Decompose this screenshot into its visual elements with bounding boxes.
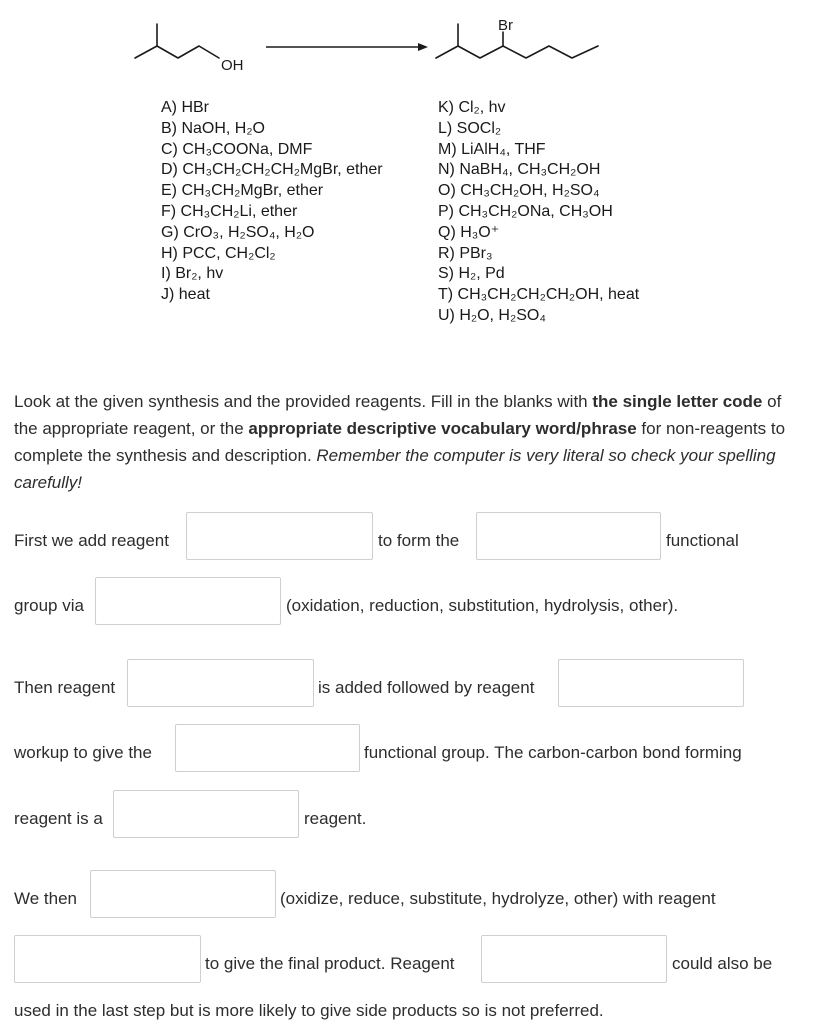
label-reagent-is-a: reagent is a [14, 809, 103, 828]
label-to-form-the: to form the [378, 531, 460, 550]
blank-reagent-5[interactable] [481, 935, 667, 983]
blank-reagent-2[interactable] [127, 659, 314, 707]
reagent-l: L) SOCl₂ [438, 119, 502, 137]
reagent-b: B) NaOH, H₂O [161, 119, 265, 137]
reagent-d: D) CH₃CH₂CH₂CH₂MgBr, ether [161, 161, 383, 179]
label-then-reagent: Then reagent [14, 678, 116, 697]
reactant-oh-label: OH [221, 57, 244, 74]
reagent-c: C) CH₃COONa, DMF [161, 140, 313, 158]
instructions [14, 388, 804, 496]
instructions-part1: Look at the given synthesis and the provided reagents. Fill in the blanks with [14, 392, 593, 411]
reagent-e: E) CH₃CH₂MgBr, ether [161, 182, 324, 200]
reagent-m: M) LiAlH₄, THF [438, 140, 546, 158]
reagent-list-right [438, 98, 639, 327]
blank-reagent-3[interactable] [558, 659, 744, 707]
reagent-list-left [161, 98, 383, 306]
blank-process-1[interactable] [95, 577, 281, 625]
blank-reagent-4[interactable] [14, 935, 201, 983]
label-functional-group-cc: functional group. The carbon-carbon bond forming [364, 743, 742, 762]
reagent-j: J) heat [161, 286, 210, 304]
label-functional: functional [666, 531, 739, 550]
blank-reagent-1[interactable] [186, 512, 373, 560]
reagent-t: T) CH₃CH₂CH₂CH₂OH, heat [438, 286, 640, 304]
label-could-also-be: could also be [672, 954, 773, 973]
reagent-r: R) PBr₃ [438, 244, 493, 262]
reagent-h: H) PCC, CH₂Cl₂ [161, 244, 276, 262]
label-workup-to-give: workup to give the [14, 743, 152, 762]
instructions-part3: for non-reagents to complete the synthesis and description. [14, 419, 786, 465]
reagent-p: P) CH₃CH₂ONa, CH₃OH [438, 202, 613, 220]
label-first-we-add: First we add reagent [14, 531, 169, 550]
reagent-a: A) HBr [161, 99, 209, 116]
reagent-q: Q) H₃O⁺ [438, 223, 500, 241]
label-we-then: We then [14, 889, 78, 908]
label-group-via: group via [14, 596, 84, 615]
label-reagent-period: reagent. [304, 809, 367, 828]
instructions-italic: Remember the computer is very literal so check your spelling carefully! [14, 446, 776, 492]
label-verb-options: (oxidize, reduce, substitute, hydrolyze, other) with reagent [280, 889, 716, 908]
blank-process-2[interactable] [90, 870, 276, 918]
label-process-options: (oxidation, reduction, substitution, hydrolysis, other). [286, 596, 679, 615]
instructions-part2: of the appropriate reagent, or the [14, 392, 782, 438]
label-is-added-followed: is added followed by reagent [318, 678, 535, 697]
label-last-line: used in the last step but is more likely to give side products so is not preferred. [14, 1001, 604, 1020]
blank-functional-group-2[interactable] [175, 724, 360, 772]
product-structure [436, 24, 598, 58]
reagent-n: N) NaBH₄, CH₃CH₂OH [438, 161, 601, 179]
reaction-arrow [266, 43, 428, 51]
reagent-g: G) CrO₃, H₂SO₄, H₂O [161, 223, 315, 241]
reagent-u: U) H₂O, H₂SO₄ [438, 306, 546, 324]
blank-functional-group-1[interactable] [476, 512, 661, 560]
reagent-k: K) Cl₂, hv [438, 99, 506, 116]
reagent-f: F) CH₃CH₂Li, ether [161, 202, 298, 220]
instructions-bold2: appropriate descriptive vocabulary word/phrase [248, 419, 637, 438]
reaction-scheme [0, 0, 817, 90]
reagent-o: O) CH₃CH₂OH, H₂SO₄ [438, 182, 600, 200]
blank-reagent-type[interactable] [113, 790, 299, 838]
instructions-bold1: the single letter code [592, 392, 763, 411]
product-br-label: Br [498, 17, 513, 34]
reactant-structure [135, 24, 219, 58]
reagent-i: I) Br₂, hv [161, 265, 224, 283]
label-to-give-final: to give the final product. Reagent [205, 954, 455, 973]
reagent-s: S) H₂, Pd [438, 265, 505, 283]
